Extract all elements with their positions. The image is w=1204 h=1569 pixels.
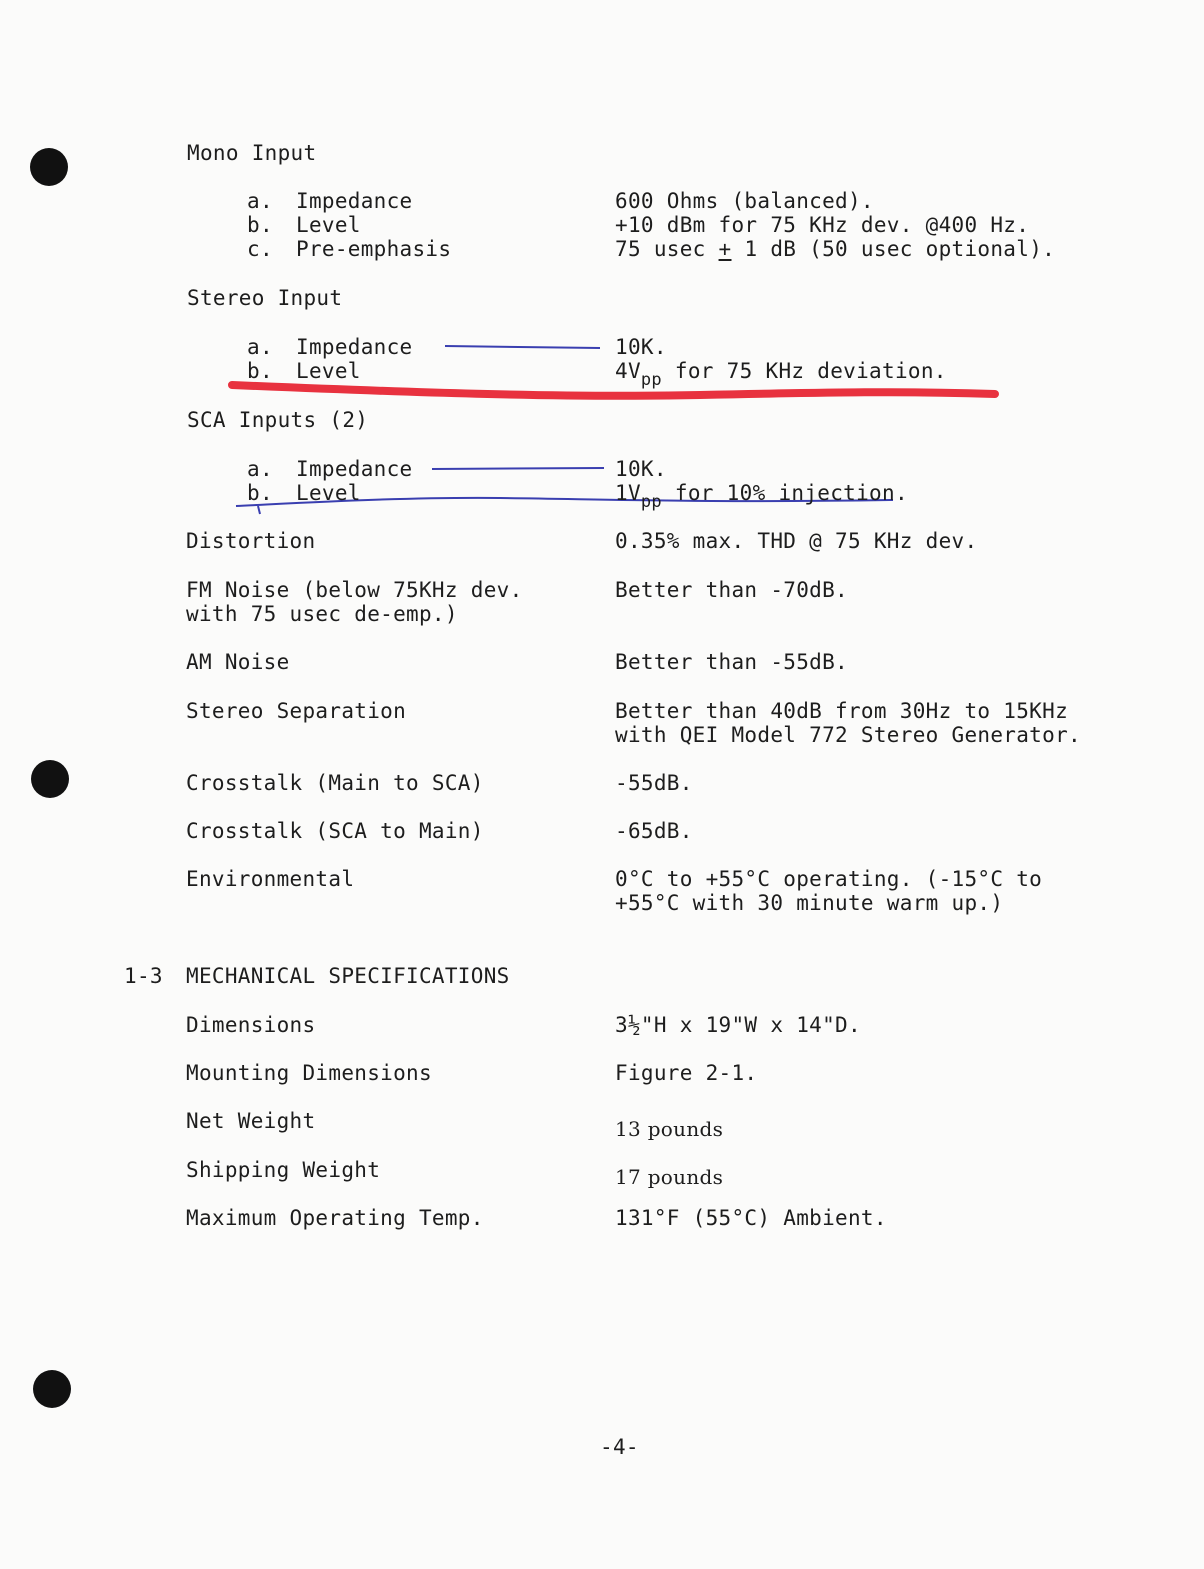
- spec-stereo-separation-label: Stereo Separation: [186, 699, 407, 723]
- stereo-row-a-letter: a.: [247, 335, 273, 359]
- spec-stereo-separation-value: Better than 40dB from 30Hz to 15KHz with QEI Model 772 Stereo Generator.: [615, 699, 1081, 747]
- spec-environmental-label: Environmental: [186, 867, 355, 891]
- mono-row-b-label: Level: [296, 213, 361, 237]
- spec-distortion-value: 0.35% max. THD @ 75 KHz dev.: [615, 529, 978, 553]
- sca-row-b-label: Level: [296, 481, 361, 505]
- spec-crosstalk-sca-main-label: Crosstalk (SCA to Main): [186, 819, 484, 843]
- mono-row-c-label: Pre-emphasis: [296, 237, 452, 261]
- sca-row-a-letter: a.: [247, 457, 273, 481]
- section-number: 1-3: [124, 964, 163, 988]
- sca-row-a-value: 10K.: [615, 457, 667, 481]
- spec-am-noise-label: AM Noise: [186, 650, 290, 674]
- spec-fm-noise-label: FM Noise (below 75KHz dev. with 75 usec de-emp.): [186, 578, 523, 626]
- stereo-input-heading: Stereo Input: [187, 286, 343, 310]
- spec-distortion-label: Distortion: [186, 529, 316, 553]
- mech-net-weight-value: 13 pounds: [615, 1117, 724, 1141]
- mono-row-b-value: +10 dBm for 75 KHz dev. @400 Hz.: [615, 213, 1030, 237]
- sca-level-subscript: pp: [640, 492, 662, 512]
- mono-row-c-letter: c.: [247, 237, 273, 261]
- mech-mounting-label: Mounting Dimensions: [186, 1061, 432, 1085]
- mech-net-weight-label: Net Weight: [186, 1109, 316, 1133]
- mono-row-a-value: 600 Ohms (balanced).: [615, 189, 874, 213]
- stereo-row-b-label: Level: [296, 359, 361, 383]
- section-heading: MECHANICAL SPECIFICATIONS: [186, 964, 510, 988]
- spec-environmental-value: 0°C to +55°C operating. (-15°C to +55°C with 30 minute warm up.): [615, 867, 1043, 915]
- mono-row-a-letter: a.: [247, 189, 273, 213]
- mono-row-a-label: Impedance: [296, 189, 413, 213]
- sca-row-b-value: [615, 481, 908, 512]
- spec-crosstalk-main-sca-label: Crosstalk (Main to SCA): [186, 771, 484, 795]
- spec-crosstalk-main-sca-value: -55dB.: [615, 771, 693, 795]
- mech-dimensions-value: 3½"H x 19"W x 14"D.: [615, 1013, 861, 1037]
- sca-level-main: 1V: [615, 481, 641, 505]
- mech-shipping-weight-value: 17 pounds: [615, 1165, 724, 1189]
- page-number: -4-: [600, 1435, 639, 1459]
- mono-row-c-value: [615, 237, 1055, 261]
- stereo-row-b-value: [615, 359, 947, 390]
- mono-input-heading: Mono Input: [187, 141, 317, 165]
- spec-crosstalk-sca-main-value: -65dB.: [615, 819, 693, 843]
- blue-pen-tick: [258, 506, 260, 514]
- stereo-row-b-letter: b.: [247, 359, 273, 383]
- sca-row-b-letter: b.: [247, 481, 273, 505]
- plus-minus-sign: +: [718, 237, 732, 261]
- mech-max-temp-label: Maximum Operating Temp.: [186, 1206, 484, 1230]
- pre-emphasis-value-start: 75 usec: [615, 237, 719, 261]
- sca-inputs-heading: SCA Inputs (2): [187, 408, 369, 432]
- sca-row-a-label: Impedance: [296, 457, 413, 481]
- stereo-row-a-label: Impedance: [296, 335, 413, 359]
- stereo-level-main: 4V: [615, 359, 641, 383]
- mono-row-b-letter: b.: [247, 213, 273, 237]
- stereo-level-rest: for 75 KHz deviation.: [661, 359, 947, 383]
- red-marker-underline: [232, 385, 995, 396]
- spec-fm-noise-value: Better than -70dB.: [615, 578, 848, 602]
- stereo-row-a-value: 10K.: [615, 335, 667, 359]
- mech-max-temp-value: 131°F (55°C) Ambient.: [615, 1206, 887, 1230]
- blue-pen-line-stereo-impedance: [445, 346, 600, 348]
- mech-shipping-weight-label: Shipping Weight: [186, 1158, 381, 1182]
- spec-am-noise-value: Better than -55dB.: [615, 650, 848, 674]
- sca-level-rest: for 10% injection.: [661, 481, 908, 505]
- pre-emphasis-value-end: 1 dB (50 usec optional).: [731, 237, 1056, 261]
- mech-mounting-value: Figure 2-1.: [615, 1061, 758, 1085]
- blue-pen-line-sca-impedance: [432, 468, 604, 469]
- stereo-level-subscript: pp: [640, 370, 662, 390]
- mech-dimensions-label: Dimensions: [186, 1013, 316, 1037]
